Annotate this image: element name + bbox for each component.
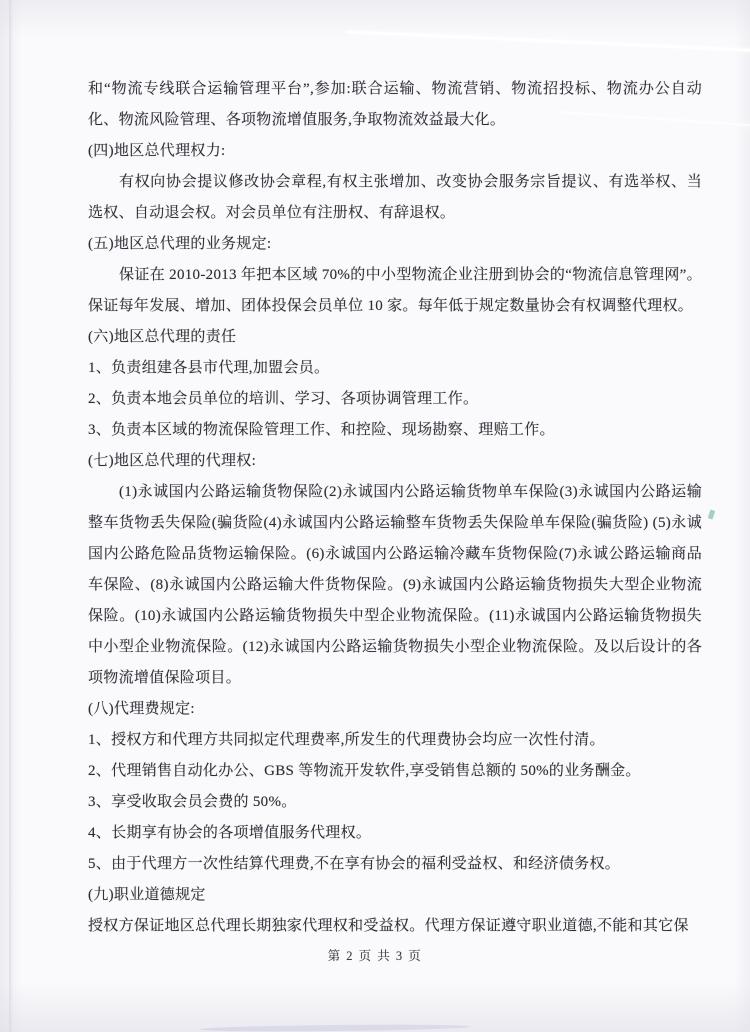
paragraph: 2、代理销售自动化办公、GBS 等物流开发软件,享受销售总额的 50%的业务酬金。 [88,763,641,779]
paragraph: 保证在 2010-2013 年把本区域 70%的中小型物流企业注册到协会的“物流信息管理网”。保证每年发展、增加、团体投保会员单位 10 家。每年低于规定数量协会有权调整代理权。 [88,267,702,314]
scan-crease-left [9,0,13,1032]
paragraph: (六)地区总代理的责任 [88,329,237,345]
page-footer: 第 2 页 共 3 页 [327,949,423,963]
paragraph: (七)地区总代理的代理权: [88,453,257,469]
paragraph: 和“物流专线联合运输管理平台”,参加:联合运输、物流营销、物流招投标、物流办公自动化、物流风险管理、各项物流增值服务,争取物流效益最大化。 [88,81,702,128]
paragraph: 3、负责本区域的物流保险管理工作、和控险、现场勘察、理赔工作。 [88,422,555,438]
paragraph: 4、长期享有协会的各项增值服务代理权。 [88,825,372,841]
scan-smudge-bottom [200,1024,470,1032]
scan-speck-teal [708,509,716,519]
paragraph: (四)地区总代理权力: [88,143,226,159]
document-body [88,74,702,942]
paragraph: 有权向协会提议修改协会章程,有权主张增加、改变协会服务宗旨提议、有选举权、当选权、自动退会权。对会员单位有注册权、有辞退权。 [88,174,702,221]
paragraph: (九)职业道德规定 [88,887,206,903]
paragraph: 3、享受收取会员会费的 50%。 [88,794,297,810]
paragraph: 1、负责组建各县市代理,加盟会员。 [88,360,330,376]
paragraph: 5、由于代理方一次性结算代理费,不在享有协会的福利受益权、和经济债务权。 [88,856,621,872]
paragraph: (五)地区总代理的业务规定: [88,236,272,252]
paragraph: 2、负责本地会员单位的培训、学习、各项协调管理工作。 [88,391,479,407]
paragraph: (1)永诚国内公路运输货物保险(2)永诚国内公路运输货物单车保险(3)永诚国内公路运输整车货物丢失保险(骗货险(4)永诚国内公路运输整车货物丢失保险单车保险(骗货险) (5)永诚国内公路危险品货物运输保险。(6)永诚国内公路运输冷藏车货物保险(7)永诚公路运输商品车保险、(8)永诚国内公路运输大件货物保险。(9)永诚国内公路运输货物损失大型企业物流保险。(10)永诚国内公路运输货物损失中型企业物流保险。(11)永诚国内公路运输货物损失中小型企业物流保险。(12)永诚国内公路运输货物损失小型企业物流保险。及以后设计的各项物流增值保险项目。 [88,484,702,686]
paragraph: 授权方保证地区总代理长期独家代理权和受益权。代理方保证遵守职业道德,不能和其它保 [88,918,689,934]
scan-streak-top [345,30,750,53]
paragraph: 1、授权方和代理方共同拟定代理费率,所发生的代理费协会均应一次性付清。 [88,732,605,748]
paragraph: (八)代理费规定: [88,701,195,717]
